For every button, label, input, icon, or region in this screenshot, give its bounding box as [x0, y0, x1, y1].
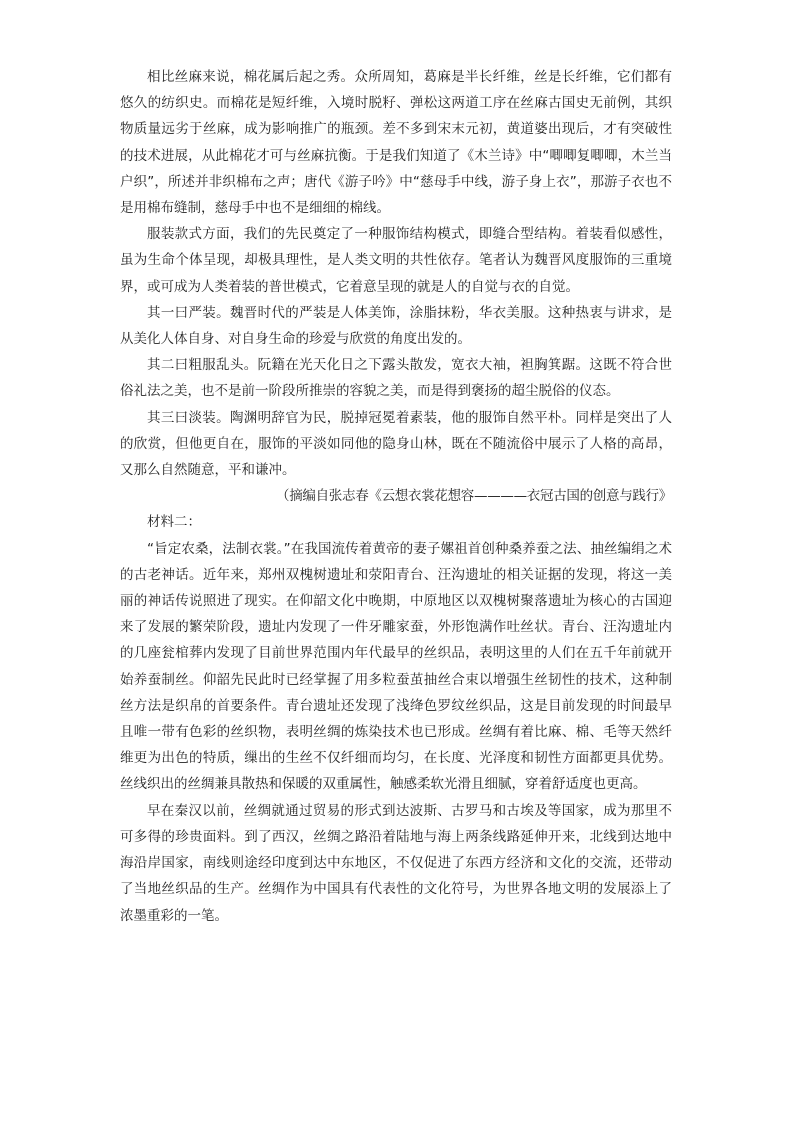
paragraph-formal-attire: 其一曰严装。魏晋时代的严装是人体美饰，涂脂抹粉，华衣美服。这种热衷与讲求，是从美化人体自身、对自身生命的珍爱与欣赏的角度出发的。	[120, 304, 672, 348]
paragraph-silk-origin: “旨定农桑，法制衣裳。”在我国流传着黄帝的妻子嫘祖首创种桑养蚕之法、抽丝编绢之术的古老神话。近年来，郑州双槐树遗址和荥阳青台、汪沟遗址的相关证据的发现，将这一美丽的神话传说照进了现实。在仰韶文化中晚期，中原地区以双槐树聚落遗址为核心的古国迎来了发展的繁荣阶段，遗址内发现了一件牙雕家蚕，外形饱满作吐丝状。青台、汪沟遗址内的几座瓮棺葬内发现了目前世界范围内年代最早的丝织品，表明这里的人们在五千年前就开始养蚕制丝。仰韶先民此时已经掌握了用多粒蚕茧抽丝合束以增强生丝韧性的技术，这种制丝方法是织帛的首要条件。青台遗址还发现了浅绛色罗纹丝织品，这是目前发现的时间最早且唯一带有色彩的丝织物，表明丝绸的炼染技术也已形成。丝绸有着比麻、棉、毛等天然纤维更为出色的特质，缫出的生丝不仅纤细而均匀，在长度、光泽度和韧性方面都更具优势。丝线织出的丝绸兼具散热和保暖的双重属性，触感柔软光滑且细腻，穿着舒适度也更高。	[120, 540, 672, 793]
source-citation: （摘编自张志春《云想衣裳花想容————衣冠古国的创意与践行》	[276, 488, 672, 505]
document-page	[120, 64, 672, 929]
paragraph-silk-road: 早在秦汉以前，丝绸就通过贸易的形式到达波斯、古罗马和古埃及等国家，成为那里不可多得的珍贵面料。到了西汉，丝绸之路沿着陆地与海上两条线路延伸开来，北线到达地中海沿岸国家，南线则途经印度到达中东地区，不仅促进了东西方经济和文化的交流，还带动了当地丝织品的生产。丝绸作为中国具有代表性的文化符号，为世界各地文明的发展添上了浓墨重彩的一笔。	[120, 802, 672, 924]
paragraph-plain-attire: 其三曰淡装。陶渊明辞官为民，脱掉冠冕着素装，他的服饰自然平朴。同样是突出了人的欣赏，但他更自在，服饰的平淡如同他的隐身山林，既在不随流俗中展示了人格的高昂，又那么自然随意，平和谦冲。	[120, 409, 672, 479]
paragraph-clothing-style: 服装款式方面，我们的先民奠定了一种服饰结构模式，即缝合型结构。着装看似感性，虽为生命个体呈现，却极具理性，是人类文明的共性依存。笔者认为魏晋风度服饰的三重境界，或可成为人类着装的普世模式，它着意呈现的就是人的自觉与衣的自觉。	[120, 226, 672, 295]
paragraph-cotton-history: 相比丝麻来说，棉花属后起之秀。众所周知，葛麻是半长纤维，丝是长纤维，它们都有悠久的纺织史。而棉花是短纤维，入境时脱籽、弹松这两道工序在丝麻古国史无前例，其织物质量远劣于丝麻，成为影响推广的瓶颈。差不多到宋末元初，黄道婆出现后，才有突破性的技术进展，从此棉花才可与丝麻抗衡。于是我们知道了《木兰诗》中“唧唧复唧唧，木兰当户织”，所述并非织棉布之声；唐代《游子吟》中“慈母手中线，游子身上衣”，那游子衣也不是用棉布缝制，慈母手中也不是细细的棉线。	[120, 69, 672, 217]
material-two-label: 材料二：	[147, 514, 201, 531]
paragraph-casual-attire: 其二曰粗服乱头。阮籍在光天化日之下露头散发，宽衣大袖，袒胸箕踞。这既不符合世俗礼法之美，也不是前一阶段所推崇的容貌之美，而是得到褒扬的超尘脱俗的仪态。	[120, 357, 672, 400]
